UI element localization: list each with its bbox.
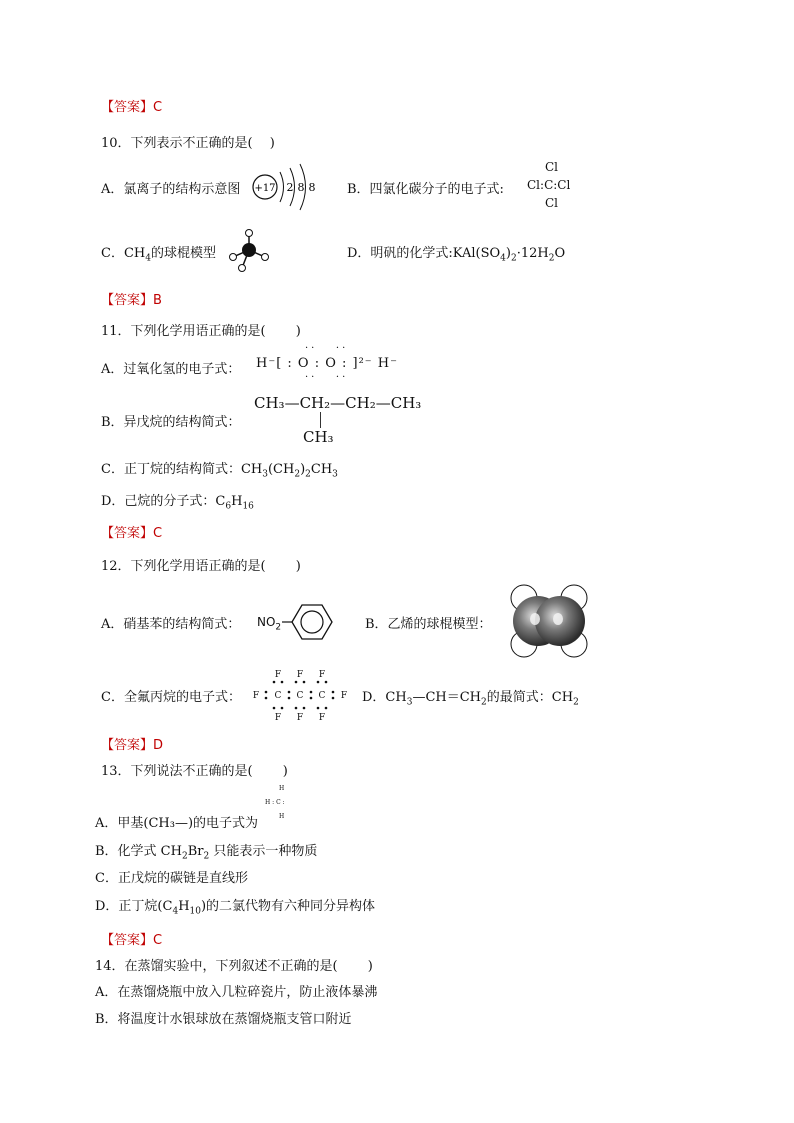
svg-text:F: F bbox=[340, 691, 348, 701]
text: CH bbox=[310, 462, 333, 477]
subscript: 3 bbox=[262, 469, 268, 480]
text: C．正丁烷的结构简式：CH bbox=[101, 462, 263, 477]
answer-label: 【答案】C bbox=[101, 526, 163, 541]
subscript: 4 bbox=[172, 906, 179, 917]
isopentane-main-chain: CH₃—CH₂—CH₂—CH₃ bbox=[254, 394, 422, 412]
svg-text:F: F bbox=[318, 670, 326, 680]
question-11-stem: 11．下列化学用语正确的是( ) bbox=[101, 324, 301, 339]
text: O bbox=[554, 246, 566, 261]
svg-text:F: F bbox=[274, 670, 282, 680]
q11-option-b: B．异戊烷的结构简式： bbox=[101, 415, 241, 430]
nitrobenzene-ring bbox=[282, 600, 334, 644]
text: ) bbox=[300, 462, 306, 477]
q10-option-b: B．四氯化碳分子的电子式: bbox=[347, 182, 504, 197]
subscript: 4 bbox=[500, 253, 506, 264]
q12-option-d bbox=[362, 686, 579, 708]
q10-option-a: A．氯离子的结构示意图 bbox=[101, 182, 241, 197]
q14-option-a: A．在蒸馏烧瓶中放入几粒碎瓷片，防止液体暴沸 bbox=[95, 985, 378, 1000]
question-10-stem: 10．下列表示不正确的是( ) bbox=[101, 136, 275, 151]
subscript: 16 bbox=[242, 501, 254, 512]
subscript: 6 bbox=[225, 501, 232, 512]
q12-option-a: A．硝基苯的结构简式： bbox=[101, 617, 241, 632]
q11-option-a: A．过氧化氢的电子式： bbox=[101, 362, 241, 377]
svg-text:F: F bbox=[296, 670, 304, 680]
text: 的最简式：CH bbox=[486, 690, 574, 705]
answer-label: 【答案】C bbox=[101, 933, 163, 948]
subscript: 2 bbox=[510, 253, 517, 264]
ccl4-bottom-cl: Cl bbox=[545, 196, 559, 210]
subscript: 4 bbox=[145, 253, 151, 264]
q12-option-c: C．全氟丙烷的电子式： bbox=[101, 690, 241, 705]
q11-option-d bbox=[101, 490, 254, 512]
nucleus-charge: +17 bbox=[254, 183, 276, 194]
ccl4-middle: Cl:C:Cl bbox=[527, 178, 571, 192]
q13-option-b bbox=[95, 840, 317, 862]
shell-2: 8 bbox=[297, 181, 305, 194]
isopentane-branch: CH₃ bbox=[303, 428, 334, 446]
branch-bond bbox=[320, 412, 321, 428]
svg-text:F: F bbox=[318, 713, 326, 723]
text: 只能表示一种物质 bbox=[209, 844, 318, 859]
nitro-group-label bbox=[257, 615, 281, 632]
answer-label: 【答案】B bbox=[101, 293, 162, 308]
subscript: 3 bbox=[406, 697, 413, 708]
q13-option-d bbox=[95, 895, 375, 917]
text: (CH bbox=[267, 462, 295, 477]
ccl4-top-cl: Cl bbox=[545, 160, 559, 174]
lone-pair-dots-top: ·· ·· bbox=[305, 343, 349, 354]
text: )的二氯代物有六种同分异构体 bbox=[200, 899, 376, 914]
q13-option-a: A．甲基(CH₃—)的电子式为 bbox=[95, 816, 259, 831]
text: Br bbox=[187, 844, 204, 859]
subscript: 2 bbox=[573, 697, 579, 708]
subscript: 2 bbox=[275, 622, 282, 633]
text: 的球棍模型 bbox=[150, 246, 216, 261]
q10-option-d bbox=[347, 242, 565, 264]
subscript: 2 bbox=[203, 851, 210, 862]
subscript: 2 bbox=[305, 469, 311, 480]
perfluoropropane-electron-formula bbox=[252, 668, 348, 722]
text: D．CH bbox=[362, 690, 407, 705]
q14-option-b: B．将温度计水银球放在蒸馏烧瓶支管口附近 bbox=[95, 1012, 352, 1027]
shell-1: 2 bbox=[286, 181, 294, 194]
svg-text:F: F bbox=[296, 713, 304, 723]
chloride-ion-structure-diagram bbox=[250, 163, 330, 211]
subscript: 2 bbox=[181, 851, 188, 862]
text: H bbox=[178, 899, 190, 914]
subscript: 10 bbox=[189, 906, 201, 917]
q13-option-c: C．正戊烷的碳链是直线形 bbox=[95, 871, 248, 886]
answer-label: 【答案】C bbox=[101, 100, 163, 115]
question-13-stem: 13．下列说法不正确的是( ) bbox=[101, 764, 288, 779]
q10-option-c bbox=[101, 242, 216, 264]
text: ) bbox=[505, 246, 511, 261]
subscript: 2 bbox=[481, 697, 487, 708]
methyl-middle: H : C : bbox=[265, 799, 285, 806]
text: H bbox=[231, 494, 243, 509]
svg-text:C: C bbox=[296, 691, 304, 701]
svg-text:C: C bbox=[318, 691, 326, 701]
ethylene-ball-stick-model bbox=[508, 584, 590, 658]
svg-text:F: F bbox=[252, 691, 260, 701]
lone-pair-dots-bottom: ·· ·· bbox=[305, 372, 349, 383]
svg-text:C: C bbox=[274, 691, 282, 701]
q12-option-b: B．乙烯的球棍模型： bbox=[365, 617, 492, 632]
h2o2-electron-formula: H⁻[ : O : O : ]²⁻ H⁻ bbox=[256, 356, 398, 371]
subscript: 3 bbox=[332, 469, 338, 480]
text: D．正丁烷(C bbox=[95, 899, 173, 914]
answer-label: 【答案】D bbox=[101, 738, 164, 753]
svg-text:F: F bbox=[274, 713, 282, 723]
methyl-top-h: H bbox=[279, 785, 285, 792]
text: ·12H bbox=[516, 246, 549, 261]
question-12-stem: 12．下列化学用语正确的是( ) bbox=[101, 559, 301, 574]
text: D．明矾的化学式:KAl(SO bbox=[347, 246, 501, 261]
methyl-bottom-h: H bbox=[279, 813, 285, 820]
q11-option-c bbox=[101, 458, 338, 480]
subscript: 2 bbox=[294, 469, 301, 480]
text: C．CH bbox=[101, 246, 146, 261]
text: NO bbox=[257, 615, 276, 629]
text: D．己烷的分子式：C bbox=[101, 494, 226, 509]
question-14-stem: 14．在蒸馏实验中，下列叙述不正确的是( ) bbox=[95, 959, 373, 974]
subscript: 2 bbox=[548, 253, 555, 264]
shell-3: 8 bbox=[308, 181, 316, 194]
text: B．化学式 CH bbox=[95, 844, 182, 859]
text: —CH＝CH bbox=[412, 690, 482, 705]
ch4-ball-stick-model bbox=[226, 228, 272, 272]
